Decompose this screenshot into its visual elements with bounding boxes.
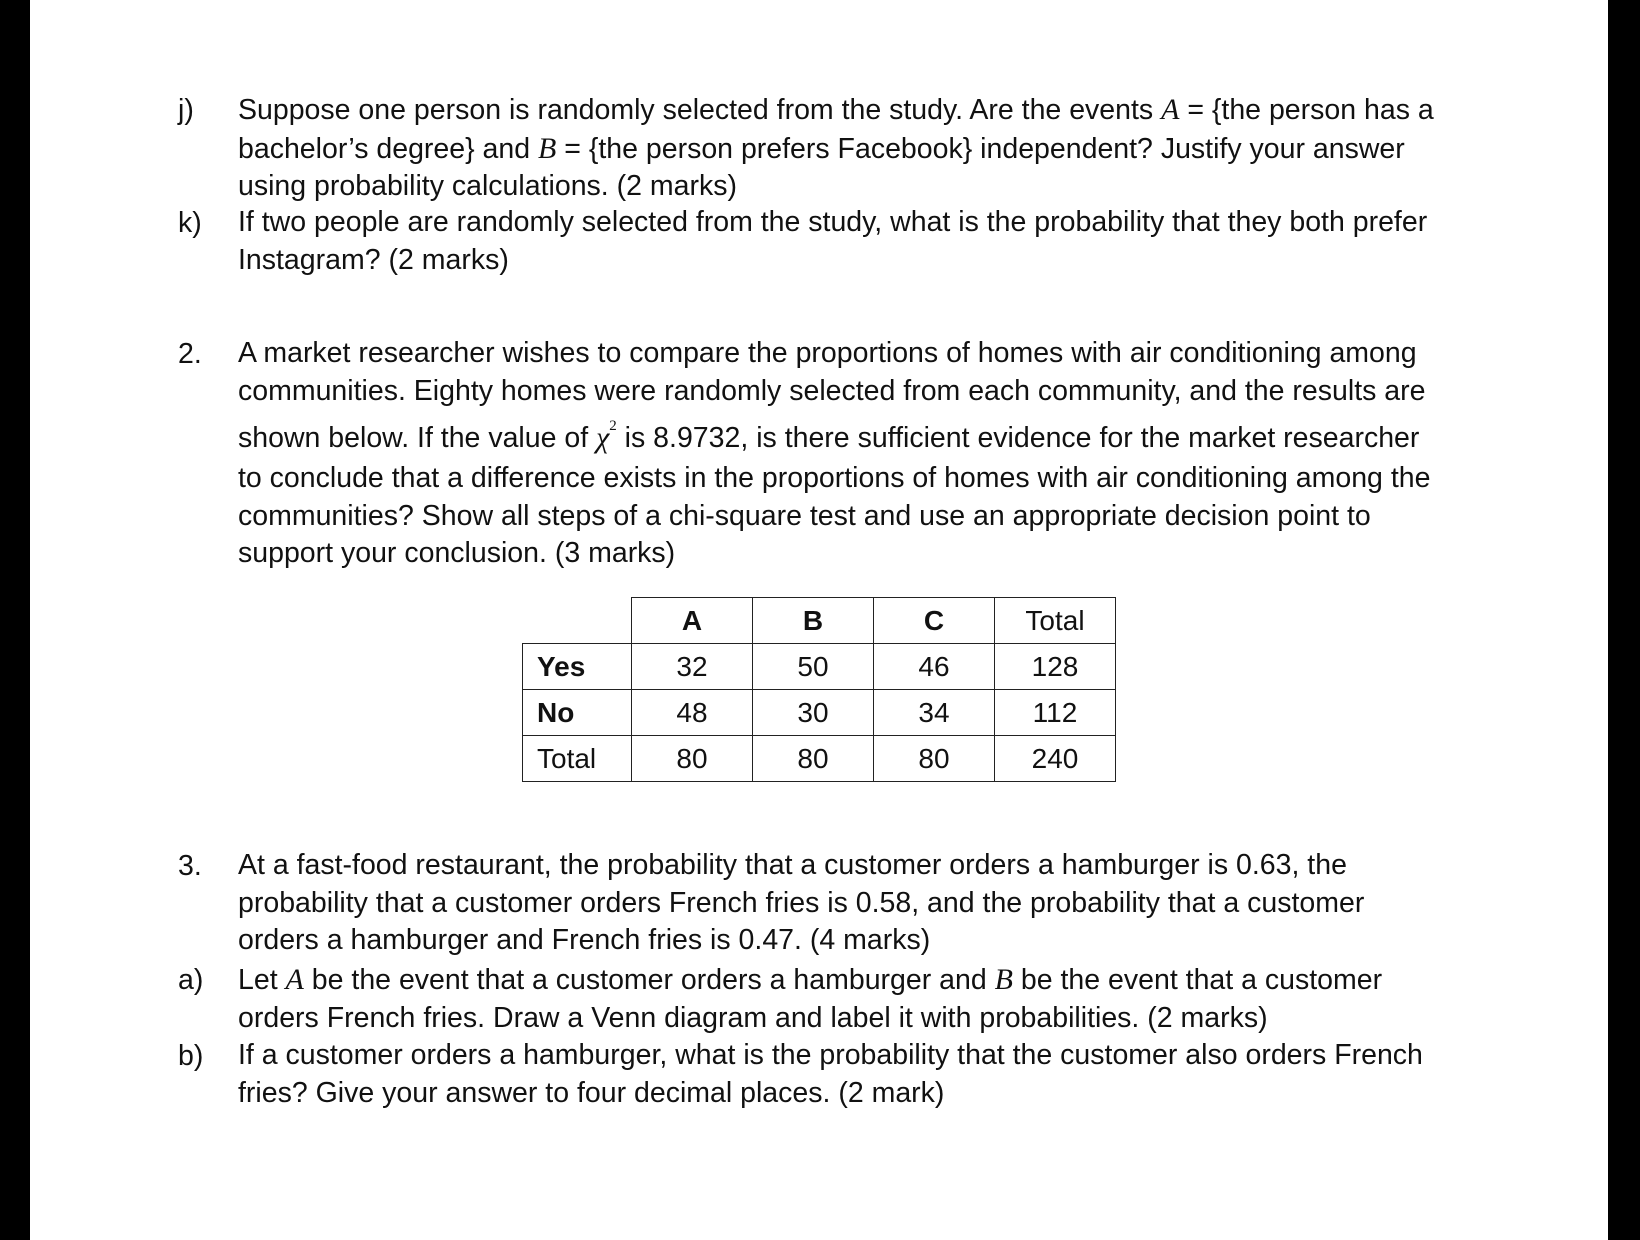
question-text <box>238 204 1498 279</box>
table-cell: 48 <box>632 690 753 736</box>
table-cell: 80 <box>753 736 874 782</box>
question-text <box>238 1037 1498 1112</box>
text-segment: shown below. If the value of <box>238 422 597 454</box>
text-segment: Let <box>238 964 286 996</box>
table-header-cell: Total <box>995 598 1116 644</box>
question-marker: b) <box>178 1040 204 1072</box>
math-variable: A <box>1161 93 1180 126</box>
table-row-label: No <box>523 690 632 736</box>
text-segment: Suppose one person is randomly selected from the study. Are the events <box>238 94 1162 126</box>
question-marker: k) <box>178 207 202 239</box>
text-line: orders French fries. Draw a Venn diagram and label it with probabilities. (2 marks) <box>238 1001 1268 1034</box>
question-text <box>238 847 1498 960</box>
chi-letter: χ <box>596 421 610 454</box>
table-cell: 80 <box>874 736 995 782</box>
table-row-label: Yes <box>523 644 632 690</box>
chi-square-symbol <box>596 418 617 454</box>
table-cell: 112 <box>995 690 1116 736</box>
table-row <box>523 644 1116 690</box>
text-line: using probability calculations. (2 marks) <box>238 170 737 202</box>
table-row <box>523 690 1116 736</box>
table-header-cell: A <box>632 598 753 644</box>
text-line: communities? Show all steps of a chi-square test and use an appropriate decision point to <box>238 499 1371 532</box>
text-line: If two people are randomly selected from the study, what is the probability that they both prefer <box>238 206 1428 238</box>
table-header-row <box>523 598 1116 644</box>
table-corner-cell <box>523 598 632 644</box>
table-cell: 240 <box>995 736 1116 782</box>
table-header-cell: B <box>753 598 874 644</box>
text-segment: = {the person prefers Facebook} independent? Justify your answer <box>556 132 1405 165</box>
chi-exponent: 2 <box>609 418 617 434</box>
math-variable: A <box>285 963 304 996</box>
table-header-cell: C <box>874 598 995 644</box>
text-line: fries? Give your answer to four decimal places. (2 mark) <box>238 1076 945 1109</box>
table-cell: 80 <box>632 736 753 782</box>
text-line: If a customer orders a hamburger, what is the probability that the customer also orders French <box>238 1039 1423 1071</box>
question-text <box>238 335 1498 573</box>
question-marker: 3. <box>178 850 202 882</box>
text-segment: is 8.9732, is there sufficient evidence for the market researcher <box>616 422 1420 454</box>
table-cell: 50 <box>753 644 874 690</box>
table-cell: 34 <box>874 690 995 736</box>
text-line: probability that a customer orders French fries is 0.58, and the probability that a customer <box>238 886 1365 919</box>
text-line: support your conclusion. (3 marks) <box>238 537 676 569</box>
question-marker: 2. <box>178 338 202 370</box>
table-cell: 128 <box>995 644 1116 690</box>
math-variable: B <box>994 963 1013 996</box>
question-marker: a) <box>178 964 204 996</box>
text-line: A market researcher wishes to compare the proportions of homes with air conditioning among <box>238 337 1417 369</box>
text-line: to conclude that a difference exists in the proportions of homes with air conditioning among the <box>238 462 1431 494</box>
document-page <box>30 0 1608 1240</box>
question-text <box>238 91 1498 206</box>
text-line: communities. Eighty homes were randomly selected from each community, and the results are <box>238 374 1426 407</box>
text-line: At a fast-food restaurant, the probability that a customer orders a hamburger is 0.63, the <box>238 849 1347 881</box>
text-line <box>238 410 1498 460</box>
question-marker: j) <box>178 94 194 126</box>
contingency-table <box>522 597 1116 782</box>
text-line: Instagram? (2 marks) <box>238 243 509 276</box>
table-row-label: Total <box>523 736 632 782</box>
text-segment: be the event that a customer <box>1012 964 1383 996</box>
table-cell: 46 <box>874 644 995 690</box>
text-line <box>238 130 1498 169</box>
table-row <box>523 736 1116 782</box>
table-cell: 30 <box>753 690 874 736</box>
text-segment: be the event that a customer orders a hamburger and <box>303 964 995 996</box>
text-line <box>238 961 1498 1000</box>
text-line: orders a hamburger and French fries is 0.47. (4 marks) <box>238 924 931 956</box>
text-line <box>238 91 1498 130</box>
table-cell: 32 <box>632 644 753 690</box>
text-segment: bachelor’s degree} and <box>238 132 539 165</box>
text-segment: = {the person has a <box>1179 94 1434 126</box>
question-text <box>238 961 1498 1037</box>
math-variable: B <box>538 131 557 165</box>
